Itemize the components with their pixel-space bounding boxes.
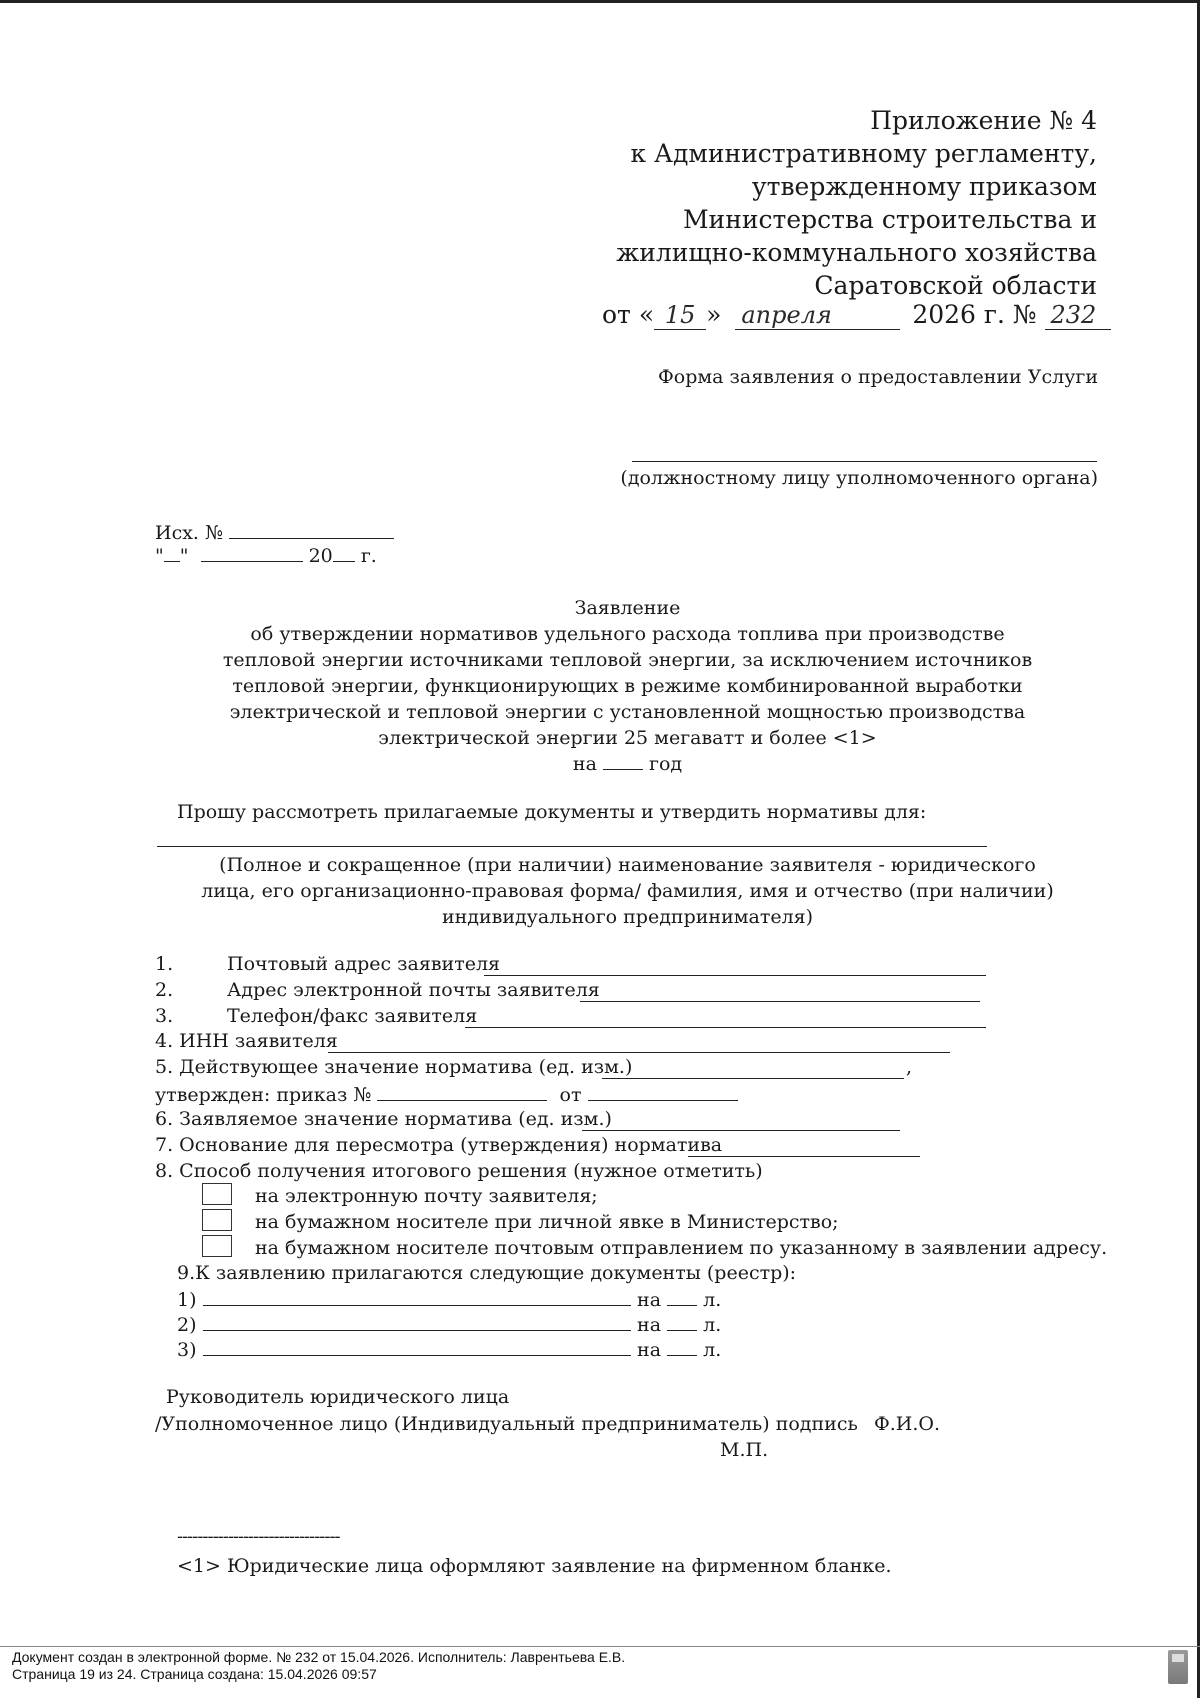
appendix-line-4: Министерства строительства и — [682, 205, 1097, 234]
field-5b-from: от — [559, 1084, 582, 1106]
order-date-line — [602, 300, 1111, 330]
option-mail-checkbox[interactable] — [202, 1235, 232, 1257]
field-6-line — [582, 1130, 900, 1131]
field-5b-order-line — [377, 1082, 547, 1101]
field-3 — [155, 1005, 477, 1027]
option-mail-label: на бумажном носителе почтовым отправлением по указанному в заявлении адресу. — [255, 1237, 1108, 1259]
footer-divider — [0, 1646, 1200, 1647]
appendix-line-3: утвержденному приказом — [751, 172, 1097, 201]
statement-line-4: электрической и тепловой энергии с установленной мощностью производства — [229, 701, 1026, 723]
statement-year-suffix: год — [649, 753, 683, 775]
recipient-line — [632, 461, 1097, 462]
field-6-label: 6. Заявляемое значение норматива (ед. изм.) — [155, 1108, 612, 1130]
date-mid: » — [706, 300, 722, 329]
statement-line-5: электрической энергии 25 мегаватт и более <1> — [378, 727, 877, 749]
field-1-label: Почтовый адрес заявителя — [227, 953, 501, 975]
field-2 — [155, 979, 600, 1001]
option-email-checkbox[interactable] — [202, 1183, 232, 1205]
field-1-line — [484, 975, 986, 976]
document-stamp-icon — [1168, 1650, 1188, 1684]
attachment-na: на — [637, 1314, 662, 1336]
outgoing-number — [155, 518, 394, 544]
statement-year-prefix: на — [572, 753, 597, 775]
attachment-row-3 — [177, 1337, 721, 1361]
appendix-line-2: к Административному регламенту, — [630, 139, 1097, 168]
attachment-number: 1) — [177, 1289, 197, 1311]
footnote-separator: -------------------------------- — [177, 1526, 340, 1547]
attachments-header: 9.К заявлению прилагаются следующие документы (реестр): — [177, 1262, 797, 1284]
attachment-pages-line — [667, 1337, 697, 1356]
statement-title: Заявление — [574, 597, 681, 619]
outgoing-month-field — [201, 543, 303, 562]
field-2-label: Адрес электронной почты заявителя — [227, 979, 600, 1001]
field-5-line — [602, 1078, 904, 1079]
statement-block — [0, 595, 1200, 777]
attachment-number: 2) — [177, 1314, 197, 1336]
field-1 — [155, 953, 500, 975]
outgoing-number-field — [229, 518, 394, 539]
date-day-handwritten: 15 — [664, 301, 696, 329]
applicant-name-line — [157, 846, 987, 847]
attachment-line — [203, 1312, 631, 1331]
appendix-line-5: жилищно-коммунального хозяйства — [616, 238, 1097, 267]
recipient-caption: (должностному лицу уполномоченного органа) — [620, 467, 1098, 489]
applicant-caption-2: лица, его организационно-правовая форма/ фамилия, имя и отчество (при наличии) — [201, 880, 1054, 902]
statement-line-1: об утверждении нормативов удельного расхода топлива при производстве — [250, 623, 1005, 645]
date-month-field — [735, 300, 900, 330]
signature-line-2: /Уполномоченное лицо (Индивидуальный предприниматель) подпись — [155, 1413, 858, 1435]
form-caption: Форма заявления о предоставлении Услуги — [657, 366, 1098, 388]
field-5-label: 5. Действующее значение норматива (ед. изм.) — [155, 1056, 633, 1078]
attachment-row-2 — [177, 1312, 721, 1336]
appendix-line-1: Приложение № 4 — [870, 106, 1097, 135]
quote-open: " — [155, 545, 164, 567]
field-7-line — [688, 1156, 920, 1157]
footer-line-2: Страница 19 из 24. Страница создана: 15.04.2026 09:57 — [12, 1666, 377, 1682]
field-3-line — [465, 1027, 986, 1028]
attachment-na: на — [637, 1339, 662, 1361]
field-5-comma: , — [906, 1056, 913, 1078]
signature-line-1: Руководитель юридического лица — [166, 1386, 510, 1408]
attachment-pages-line — [667, 1312, 697, 1331]
statement-year-field — [603, 751, 643, 770]
statement-line-2: тепловой энергии источниками тепловой энергии, за исключением источников — [222, 649, 1033, 671]
quote-close: " — [179, 545, 189, 567]
field-4-label: 4. ИНН заявителя — [155, 1030, 338, 1052]
field-4-line — [328, 1052, 950, 1053]
statement-line-3: тепловой энергии, функционирующих в режиме комбинированной выработки — [232, 675, 1023, 697]
appendix-header — [616, 104, 1097, 302]
attachment-l: л. — [703, 1289, 722, 1311]
date-prefix: от « — [602, 300, 655, 329]
attachment-row-1 — [177, 1287, 721, 1311]
field-3-number: 3. — [155, 1005, 174, 1027]
statement-year — [0, 751, 1200, 777]
attachment-line — [203, 1337, 631, 1356]
signature-fio: Ф.И.О. — [874, 1413, 941, 1435]
date-month-handwritten: апреля — [741, 301, 832, 329]
attachment-l: л. — [703, 1339, 722, 1361]
footnote-text: <1> Юридические лица оформляют заявление на фирменном бланке. — [177, 1555, 892, 1577]
outgoing-year-prefix: 20 — [308, 545, 333, 567]
field-7-label: 7. Основание для пересмотра (утверждения) норматива — [155, 1134, 723, 1156]
attachment-na: на — [637, 1289, 662, 1311]
footer-line-1: Документ создан в электронной форме. № 232 от 15.04.2026. Исполнитель: Лаврентьева Е.В. — [12, 1649, 626, 1665]
signature-stamp: М.П. — [720, 1439, 769, 1461]
attachment-number: 3) — [177, 1339, 197, 1361]
appendix-line-6: Саратовской области — [814, 271, 1097, 300]
option-in-person-checkbox[interactable] — [202, 1209, 232, 1231]
option-in-person-label: на бумажном носителе при личной явке в Министерство; — [255, 1211, 839, 1233]
outgoing-year-field — [333, 543, 355, 562]
field-3-label: Телефон/факс заявителя — [227, 1005, 478, 1027]
field-8-label: 8. Способ получения итогового решения (нужное отметить) — [155, 1160, 763, 1182]
attachment-pages-line — [667, 1287, 697, 1306]
outgoing-date — [155, 543, 377, 567]
field-2-number: 2. — [155, 979, 174, 1001]
field-2-line — [580, 1001, 980, 1002]
date-day-field — [654, 300, 706, 330]
outgoing-label: Исх. № — [155, 522, 223, 544]
order-number-handwritten: 232 — [1050, 301, 1097, 329]
field-1-number: 1. — [155, 953, 174, 975]
field-5b-date-line — [588, 1082, 738, 1101]
field-5b — [155, 1082, 738, 1106]
attachment-l: л. — [703, 1314, 722, 1336]
date-year: 2026 г. № — [912, 300, 1037, 329]
outgoing-day-field — [164, 543, 180, 562]
outgoing-year-suffix: г. — [360, 545, 377, 567]
field-5b-label: утвержден: приказ № — [155, 1084, 372, 1106]
option-email-label: на электронную почту заявителя; — [255, 1185, 598, 1207]
applicant-caption-3: индивидуального предпринимателя) — [441, 906, 814, 928]
order-number-field — [1045, 300, 1111, 330]
attachment-line — [203, 1287, 631, 1306]
request-text: Прошу рассмотреть прилагаемые документы и утвердить нормативы для: — [177, 801, 927, 823]
applicant-caption — [0, 852, 1200, 930]
page-border-top — [0, 0, 1200, 3]
applicant-caption-1: (Полное и сокращенное (при наличии) наименование заявителя - юридического — [219, 854, 1036, 876]
